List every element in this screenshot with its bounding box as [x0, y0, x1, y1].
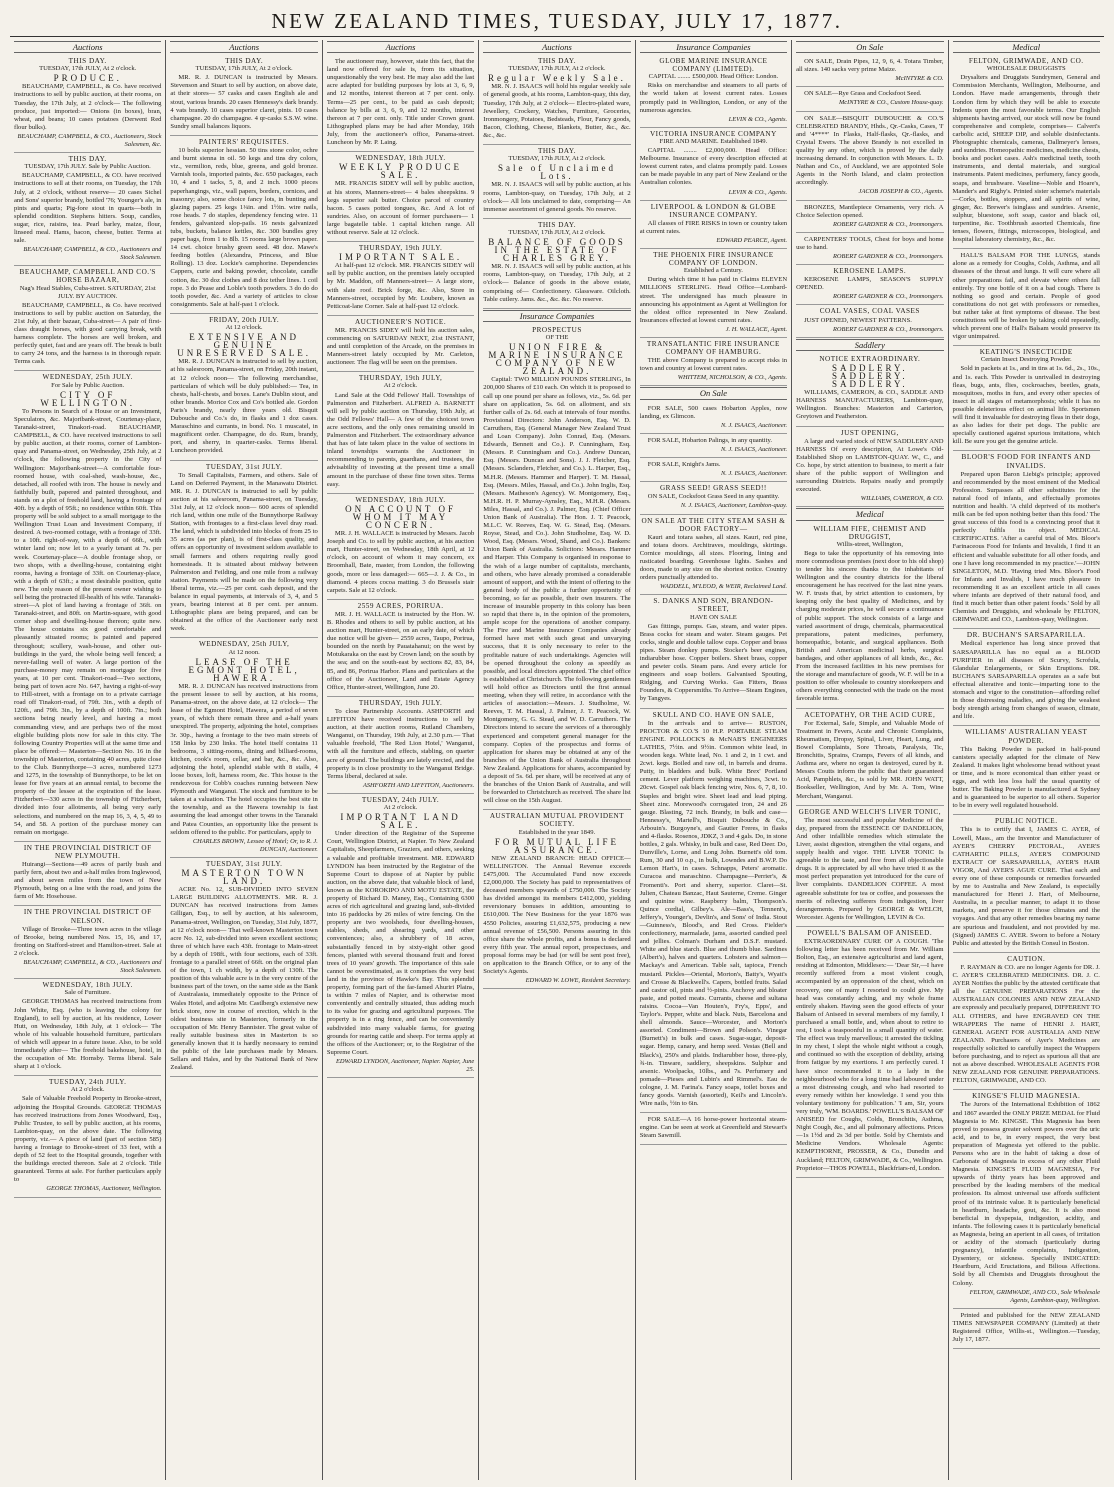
advertisement	[796, 265, 943, 305]
ad-title: SADDLERY. SADDLERY. SADDLERY.	[832, 362, 908, 390]
section-heading: Auctions	[327, 41, 474, 53]
ad-heading: GRASS SEED! GRASS SEED!!	[659, 484, 767, 493]
ad-title: LEASE OF THE EGMONT HOTEL, HAWERA.	[188, 656, 300, 683]
ad-subheading: At 2 o'clock.	[70, 1086, 105, 1094]
ad-subheading: TUESDAY, 17th JULY, At 2 o'clock.	[508, 65, 606, 73]
ad-body: THE above Company is prepared to accept risks in town and country at lowest current rates.	[639, 357, 788, 373]
ad-heading: PUBLIC NOTICE.	[994, 817, 1058, 826]
ad-signature: EDWARD W. LOWE, Resident Secretary.	[525, 977, 631, 985]
ad-body: FOR SALE, Hobarton Palings, in any quantity.	[647, 436, 772, 444]
ad-heading: ACETOPATHY, OR THE ACID CURE,	[804, 710, 936, 719]
ad-body: KEROSENE LAMPS, SEASON'S SUPPLY OPENED.	[796, 276, 944, 292]
ad-subheading: Nag's Head Stables, Cuba-street. SATURDAY, 21st JULY. BY AUCTION.	[19, 284, 156, 300]
ad-heading: VICTORIA INSURANCE COMPANY	[649, 129, 777, 138]
ad-heading: WEDNESDAY, 25th JULY.	[42, 373, 133, 382]
ad-heading: KEATING'S INSECTICIDE	[979, 348, 1073, 357]
column-1	[10, 40, 166, 1480]
advertisement	[640, 482, 787, 514]
ad-signature: LEVIN & CO., Agents.	[728, 115, 788, 123]
ad-signature: BEAUCHAMP, CAMPBELL, & CO., Auctioneers and Stock Salesmen.	[23, 246, 162, 262]
advertisement	[327, 494, 474, 600]
column-3	[323, 40, 479, 1480]
ad-body: FOR SALE—A 16 horse-power horizontal steam-engine. Can be seen at work at Greenfield and Stewart's Steam Sawmill.	[639, 1116, 788, 1140]
ad-heading: TUESDAY, 31st JULY.	[205, 859, 283, 868]
column-2	[166, 40, 322, 1480]
advertisement	[170, 638, 317, 857]
advertisement	[14, 842, 161, 907]
ad-heading: GEORGE AND WELCH'S LIVER TONIC,	[798, 807, 941, 816]
ad-heading: KEROSENE LAMPS.	[833, 267, 907, 276]
ad-body: EXTRAORDINARY CURE OF A COUGH. 'The following letter has been received from Mr. William Bolton, Esq., an extensive agriculturist and land agent, residing at Edmonton, Middlesex:— 'Dear Sir,—I have recently suffered from a most violent cough, accompanied by an oppression of the chest, which on recovery, one of many I resorted to could give. My head was constantly aching, and my whole frame entirely shaken. Having seen the good effects of your Balsam of Aniseed in several members of my family, I purchased a small bottle, and, when about to retire to rest, I took a teaspoonful in a small quantity of water. The effect was truly marvellous; it arrested the tickling in my chest, I slept the whole night without a cough, and continued so with the exception of debility, arising from fatigue by my exertions. I am perfectly cured. I have since recommended it to a lady in the neighbourhood who for a long time had laboured under a most distressing cough, and who had resorted to every remedy within her knowledge. I send you this voluntary testimony for publication.' 'I am, Sir, yours very truly, 'WM. BOARDS.' POWELL'S BALSAM OF ANISEED for Coughs, Colds, Bronchitis, Asthma, Night Cough, &c., and all pulmonary affections. Prices—1s 1½d and 2s 3d per bottle. Sold by Chemists and Medicine Vendors. Wholesale Agents: KEMPTHORNE, PROSSER, & Co., Dunedin and Auckland; FELTON, GRIMWADE, & Co., Wellington. Proprietor—THOS POWELL, Blackfriars-rd, London.	[796, 938, 944, 1172]
ad-body: This Baking Powder is packed in half-pound canisters specially adapted for the climate of New Zealand. It makes light wholesome bread without yeast or time, and is more economical than either yeast or eggs, and with less loss half the usual quantity of butter. The Baking Powder is manufactured at Sydney and is guaranteed to be superior to all others. Superior to be in every well regulated household.	[952, 745, 1100, 810]
advertisement	[640, 338, 787, 386]
advertisement	[796, 87, 943, 111]
ad-signature: ROBERT GARDNER & CO., Ironmongers.	[832, 252, 944, 260]
ad-body: FOR SALE, Knight's Jams.	[647, 461, 721, 469]
ad-body: A large and varied stock of NEW SADDLERY AND HARNESS Of every description, At Lowe's Old-Established Shop on LAMBTON-QUAY. W., C., and Co. hope, by strict attention to business, to merit a fair share of the public support of Wellington and surrounding Districts. Repairs neatly and promptly executed.	[796, 437, 944, 494]
ad-heading: BLOOR'S FOOD FOR INFANTS AND INVALIDS.	[961, 453, 1091, 470]
ad-body: Medical experience has long since proved that SARSAPARILLA has no equal as a BLOOD PURIFIER in all diseases of Scurvy, Scrofula, Glandular Enlargements, or Skin Eruptions. DR. BUCHAN'S SARSAPARILLA operates as a safe but effectual alterative and tonic—imparting tone to the stomach and vigor to the constitution—affording relief in those distressing maladies, and giving the weakest body strength arising from changes of season, climate, and life.	[952, 640, 1100, 721]
ad-body: Village of Brooke—Three town acres in the village of Brooke, being numbered Nos. 15, 16, and 17, fronting on Stafford-street and Hamilton-street. Sale at 2 o'clock.	[14, 925, 162, 957]
section-heading: Auctions	[170, 41, 317, 53]
advertisement	[170, 314, 317, 461]
advertisement	[953, 815, 1100, 953]
ad-body: All classes of FIRE RISKS in town or country taken at current rates.	[639, 219, 788, 235]
ad-body: MR. J. H. WALLACE is instructed by Messrs. Jacob Joseph and Co. to sell by public auction, at his auction mart, Hunter-street, on Wednesday, 18th April, at 12 o'clock, on account of whom it may concern, ex Broomhall, Bate, master, from London, the following goods, more or less damaged:— 665—J. J. & Co., in diamond. 4 pieces cocoa matting. 3 do Brussels stair carpets. Sale at 12 o'clock.	[326, 530, 475, 594]
ad-heading: ON SALE AT THE CITY STEAM SASH & DOOR FACTORY—	[641, 516, 786, 533]
ad-subheading: Established a Century.	[683, 267, 743, 275]
ad-subheading: TUESDAY, 17th JULY, At 2 o'clock.	[508, 228, 606, 236]
advertisement	[953, 55, 1100, 249]
column-6	[792, 40, 948, 1480]
ad-body: 10 bolts superior hessian. 50 tins stone color, ochre and burnt sienna in oil. 50 kegs and tins dry colors, viz., vermilion, reds, blue, greens, and gold bronze. Varnish tools, imported paints, &c. 650 packages, each 10, 4 and 1 tacks, 5, 8, and 2 inch. 1000 pieces paperhangings, viz., wall papers, borders, cornices, and masonry; also, some choice fancy lots, in bunting and glazing papers. 25 kegs 1¼in. and 1½in. wire nails, rose heads. 7 do staples, dependency fencing wire. 11 fenders, galvanized slop-pails. 16 nests galvanized tubs, buckets, balance kettles, &c. 300 bundles grey paper bags, from 1 to 8lb. 15 rooms large brown paper. 14 cwt. choice brushy green seed. 48 doz. Mawe's feeding bottles (Alexandra, Princess, and Blue Rolling). 13 doz. Lockie's camphorine. Dependencies Cappers, curie and baking powder, chocolate, candle cotton, &c. 30 doz clothes and 8 doz tether lines. 1 coil rope. 3 do Pease and Loble's tooth powders. 3 do do do tooth powder, &c. And a variety of articles to close consignments. Sale at half-past 1 o'clock.	[170, 147, 318, 308]
ad-body: Prepared upon Baron Liebig's principle; approved and recommended by the most eminent of the Medical Profession. Surpasses all other substitutes for the natural food of infants, and effectually promotes nutrition and health. 'A child deprived of its mother's milk can be fed upon nothing better than this food.' The great success of this food is a convincing proof that it perfectly fulfils its object. MEDICAL CERTIFICATES. 'After a careful trial of Mrs. Bloor's Farinaceous Food for Infants and Invalids, I find it an efficient and valuable substitute for all other foods, and one I have long recommended in my practice.'—JOHN SINGLETON, M.D. 'Having tried Mrs. Bloor's Food for Infants and Invalids, I have much pleasure in recommending it as an excellent article in all cases where infants are deprived of their natural food, and find it much better than other patent foods.' Sold by all Chemists and Druggists, and wholesale by FELTON, GRIMWADE and CO., Lambton-quay, Wellington.	[952, 470, 1100, 624]
advertisement	[327, 600, 474, 697]
section-heading: Medical	[796, 508, 943, 520]
ad-heading: THIS DAY.	[537, 147, 576, 156]
ad-heading: POWELL'S BALSAM OF ANISEED.	[807, 928, 933, 937]
ad-heading: THURSDAY, 19th JULY,	[358, 374, 443, 383]
advertisement	[953, 1090, 1100, 1308]
ad-title: Regular Weekly Sale.	[488, 73, 626, 84]
ad-signature: ROBERT GARDNER & CO., Ironmongers.	[832, 325, 944, 333]
ad-signature: JACOB JOSEPH & CO., Agents.	[858, 188, 944, 196]
ad-body: BRONZES, Mantlepiece Ornaments, very rich. A Choice Selection opened.	[796, 203, 944, 219]
ad-body: Capital: TWO MILLION POUNDS STERLING, In 200,000 Shares of £10 each. On which it is proposed to call up one pound per share as follows, viz., 5s. 6d. per share on application, 5s. 6d. on allotment, and six further calls of 2s. 6d. each at intervals of four months. Provisional Directors: John Anderson, Esq. W. D. Carruthers, Esq. (General Manager New Zealand Trust and Loan Company). John Conrad, Esq. (Messrs. Edwards, Bennett and Co.). P. Cunningham, Esq. (Messrs. P. Cunningham and Co.). Andrew Duncan, Esq. (Messrs. Duncan and Sons). J. J. Fletcher, Esq. (Messrs. Sclanders, Fletcher, and Co.). L. Harper, Esq., M.H.R. (Messrs. Hammer and Harper). T. M. Hassal, Esq. (Messrs. Miles, Hassal, and Co.). John Inglis, Esq. (Messrs. Matheson's Agency). W. Montgomery, Esq., M.H.R. H. P. Murray-Aynsley, Esq., M.H.R. (Messrs. Miles, Hassal, and Co.). J. Palmer, Esq. (Chief Officer Union Bank of Australia). The Hon. J. T. Peacock, M.L.C. W. Reeves, Esq. W. G. Stead, Esq. (Messrs. Royse, Stead, and Co.). John Studholme, Esq. W. D. Wood, Esq. (Messrs. Wood, Shand, and Co.). Bankers: Union Bank of Australia. Solicitors: Messrs. Hanmer and Harper. This Company is organised in response to the wish of a large number of capitalists, merchants, and others, who have already promised a considerable amount of support, and with the intent of offering to the general body of the public a further opportunity of becoming, so far as possible, their own insurers. The increase of insurable property in this colony has been so rapid that there is, in the opinion of the promoters, ample scope for the operations of another company. The Fire and Marine Insurance Companies already formed have met with such great and unvarying success, that it is only necessary to refer to the profitable nature of such undertakings. Agencies will be opened throughout the colony as speedily as possible, and local directors appointed. The chief office is established at Christchurch. The following gentlemen will hold office as Directors until the first annual meeting, when they will retire, in accordance with the articles of association:—Messrs. J. Studholme, W. Reeves, T. M. Hassal, J. Palmer, J. T. Peacock, W. Montgomery, G. G. Stead, and W. D. Carruthers. The Directors intend to secure the services of a thoroughly experienced and competent general manager for the company. Copies of the prospectus and forms of application for shares may be obtained at any of the branches of the Union Bank of Australia throughout New Zealand. Applications for shares, accompanied by a deposit of 5s. 6d. per share, will be received at any of the branches of the Union Bank of Australia, and will be forwarded to Christchurch as received. The share list will close on the 15th August.	[483, 376, 631, 805]
ad-heading: TRANSATLANTIC FIRE INSURANCE COMPANY OF HAMBURG.	[646, 340, 780, 357]
ad-subheading: OF THE	[545, 333, 569, 341]
advertisement	[170, 136, 317, 314]
ad-signature: EDWARD PEARCE, Agent.	[716, 236, 788, 244]
advertisement	[483, 219, 630, 309]
ad-heading: THIS DAY.	[225, 57, 264, 66]
ad-heading: THIS DAY.	[68, 155, 107, 164]
ad-subheading: At 2 o'clock.	[383, 382, 418, 390]
ad-heading: WILLIAMS' AUSTRALIAN YEAST POWDER.	[965, 728, 1088, 745]
advertisement	[640, 458, 787, 482]
ad-body: This is to certify that I, JAMES C. AYER, of Lowell, Mass., am the Inventor and Manufacturer of AYER'S CHERRY PECTORAL, AYER'S CATHARTIC PILLS, AYER'S COMPOUND EXTRACT OF SARSAPARILLA, AYER'S HAIR VIGOR, And AYER'S AGUE CURE. That each and every one of these compounds or remedies forwarded by me to Australia and New Zealand, is especially manufactured for Henri J. Hart, of Melbourne, Australia, in a peculiar manner, to adapt it to those markets, and preserve it for those climates and the voyages. And that any other remedies bearing my name are spurious and fraudulent, and not provided by me. (Signed) JAMES C. AYER. Sworn to before a Notary Public and attested by the British Consul in Boston.	[952, 826, 1100, 947]
advertisement	[640, 1113, 787, 1145]
ad-heading: THIS DAY.	[68, 57, 107, 66]
ad-body: MR. J. H. WALLACE is instructed by the Hon. W. B. Rhodes and others to sell by public auction, at his auction mart, Hunter-street, on an early date, of which due notice will be given— 2559 acres, Taupo, Porirua, bounded on the north by Pauatahanui; on the west by Motukaraka on the east by Crown land; on the south by the sea; and on the south-east by sections 82, 83, 84, 85, and 86, Porirua Harbor. Plans and particulars at the office of the Auctioneer, Land and Estate Agency Office, Hunter-street, Wellington, June 20.	[326, 610, 475, 691]
ad-heading: TUESDAY, 31st JULY.	[205, 462, 283, 471]
ad-heading: WEDNESDAY, 18th JULY.	[42, 981, 133, 990]
ad-heading: IN THE PROVINCIAL DISTRICT OF NELSON.	[23, 908, 152, 925]
section-heading: On Sale	[796, 41, 943, 53]
advertisement	[796, 305, 943, 337]
advertisement	[640, 55, 787, 128]
ad-body: MR. N. J. ISAACS will sell by public auction, at his rooms, Lambton-quay, on Tuesday, 17th July, at 2 o'clock— Balance of goods in the above estate, comprising of— Confectionery. Glassware. Oilcloth. Table cutlery. Jams. &c., &c. &c. No reserve.	[483, 263, 631, 303]
ad-heading: THURSDAY, 19th JULY.	[358, 244, 443, 253]
ad-heading: PAINTERS' REQUISITES.	[199, 137, 290, 146]
ad-title: FOR MUTUAL LIFE ASSURANCE.	[494, 836, 620, 855]
ad-signature: FELTON, GRIMWADE, AND CO., Sole Wholesale Agents, Lambton-quay, Wellington.	[969, 1288, 1100, 1304]
ad-body: Land Sale at the Odd Fellows' Hall. Townships of Palmerston and Fitzherbert. ALFRED A. BARNETT will sell by public auction on Thursday, 19th July, at the Odd Fellows' Hall— A few of the choicest town acre sections, and the only ones remaining unsold in Palmerston and Fitzherbert. The extraordinary advance that has of late taken place in the value of sections in inland townships warrants the Auctioneer in recommending to parents, guardians, and trustees, the advisability of investing at the present time a small amount in the purchase of these fine town sites. Terms easy.	[326, 391, 475, 488]
ad-subheading: HAVE ON SALE	[690, 613, 737, 621]
advertisement	[327, 794, 474, 1078]
ad-subheading: WHOLESALE DRUGGISTS	[986, 65, 1066, 73]
ad-signature: N. J. ISAACS, Auctioneer, Lambton-quay.	[680, 502, 788, 510]
ad-body: NEW ZEALAND BRANCH: HEAD OFFICE—WELLINGTON. The Annual Revenue exceeds £475,000. The Accumulated Fund now exceeds £2,000,000. The Society has paid to representatives of deceased members upwards of £750,000. The Society has divided amongst its members £412,000, yielding reversionary bonuses in addition, amounting to £610,000. The New Business for the year 1876 was 4550 Policies, assuring £1,632,575, producing a new annual revenue of £56,500. Persons assuring in this office share the whole profits, and a bonus is declared every fifth year. The annual report, prospectuses, and proposal forms may be had (or will be sent post free), on application to the Branch Office, or to any of the Society's Agents.	[483, 854, 631, 976]
ad-subheading: TUESDAY, 17th JULY, At 2 o'clock.	[39, 65, 137, 73]
ad-subheading: TUESDAY, 17th JULY. Sale by Public Auction.	[24, 163, 151, 171]
ad-body: Kauri and totara sashes, all sizes. Kauri, red pine, and totara doors. Architraves, mouldings, skirtings. Cornice mouldings, all sizes. Flooring, lining and rusticated boarding. Greenhouse lights. Sashes and doors, made to any size on the shortest notice. Country orders punctually attended to.	[639, 533, 788, 582]
advertisement	[640, 515, 787, 596]
ad-body: BEAUCHAMP, CAMPBELL, & CO. have received instructions to sell at their rooms, on Tuesday, the 17th July, at 2 o'clock, without reserve— 20 cases Sichel and Sons' superior brandy, bottled '76; Younger's ale, in pints and quarts; Pig-fore stout in quarts—both in splendid condition. Stephens hitters. Soup, candles, sugar, rice, raisins, tea. Pearl barley, maize, flour, linseed meal. Hams, bacon, cheese, butter. Terms at sale.	[14, 172, 162, 245]
ad-body: In the arrivals and to arrive— RUSTON, PROCTOR & CO.'S 10 H.P. PORTABLE STEAM ENGINE. POLLOCK'S & McNAB'S ENGINEERS LATHES, 7½in. and 9½in. Common white lead, in wooden kegs. White lead, No. 1 and 2, in 1 cwt. and 2cwt. kegs. Boiled and raw oil, in barrels and drums. Putty, in bladders and bulk. White Brex' Portland cement. Lever platform weighing machines, 3cwt. to 20cwt. Gospel oak black fencing wire, Nos. 6, 7, 8, 10. Staples and bright wire. Sheet lead and lead piping. Sheet zinc. Morewood's corrugated iron, 24 and 26 gauge. Blasting, 72 inch. Brandy, in bulk and case—Hennessy's, Martell's, Bisquit Dubouche & Co., Arbouin's. Burgoyne's, and Gautier Freres, in flasks and 4-flasks. Rosenos, JDKZ, 3 and 4 gals. Do, in stone bottles, 2 gals. Whisky, in bulk and case, Red Deer. Do, Dunville's, Lorne, and Long John. Burnett's old tom. Rum, 30 and 10 o.p., in bulk, Lowndes and B.W.P. Do Lemon Hart's, in cases. Schnapps, Peters' aromatic. Curacoa and maraschino. Champagne—Perrier's, & Fromenti's. Port and sherry, superior. Claret—St. Julien, Chateau Banzac, Haut Sauterne, Creme. Ginger and quinine wine. Raspberry balm, Thompson's. Quince cordial, Gilbey's. Ale—Bass's, Tennent's, Jeffery's, Younger's, Devlin's, and Sons' of India. Stout—Guinness's, Blood's, and Red Cross. Fielder's confectionery, marmalade, jams, assorted candied peel and jellies. Colman's Durham and D.S.F. mustard. White and blue starch. Blue and thumb blue. Sardines (Albert's), halves and quarters. Lobsters and salmon—Mackay's and American. Table salt, tapioca, French mustard. Pickles—Oriental, Morton's, Batty's, Wyatt's and Crosse & Blackwell's. Capers, bottled fruits. Salad and castor oil, pints and ½-pints. Anchovy and bloater paste, and potted meats. Currants, cheese and sultana raisins. Cocoa—Van Houten's, Fry's, Epps', and Taylor's. Pepper, white and black. Nuts, Barcelona and shell almonds. Sauce—Worcester, and Morton's assorted. Condiment—Brown and Polson's. Vinegar (Burnett's) in bulk and cases. Sugar-sugar, deposit-sugar. Hemp, canary, and hemp seed. Vestas (Bell and Black's), 250's and plaids. Indiarubber hose, three-ply, ¾-in. Tinware, saddlery, sheepskins. Sulphur and arsenic. Woolpacks, 10lbs., and 7s. Perfumery and pomade—Pieses and Lubin's and Rimmel's. Eau de cologne, J. M. Farina's. Fancy soaps, toilet boxes and fancy goods. Varnish (assorted), Keil's and Lincoln's. Wire nails, ½in to 6in.	[639, 719, 788, 1108]
ad-body: To close Partnership Accounts. ASHFORTH and LIFFITON have received instructions to sell by auction, at their auction rooms, Rutland Chambers, Wanganui, on Thursday, 19th July, at 2.30 p.m.— That valuable freehold, 'The Red Lion Hotel,' Wanganui, with all the furniture and effects, stabling, on quarter acre of ground. The buildings are lately erected, and the property is in close proximity to the Wanganui Bridge. Terms liberal, declared at sale.	[326, 707, 475, 780]
ad-heading: WILLIAM FIFE, CHEMIST AND DRUGGIST,	[813, 524, 927, 541]
ad-subheading: Certain Insect Destroying Powder.	[980, 356, 1072, 364]
ad-heading: KINGSE'S FLUID MAGNESIA.	[972, 1092, 1081, 1101]
ad-heading: THIS DAY.	[537, 57, 576, 66]
ad-signature: EDWARD LYNDON, Auctioneer, Napier. Napier, June 25.	[335, 1057, 475, 1073]
ad-signature: McINTYRE & CO., Custom House-quay.	[838, 99, 944, 107]
advertisement	[953, 1309, 1100, 1349]
ad-heading: FELTON, GRIMWADE, AND CO.	[968, 57, 1084, 66]
ad-subheading: At 2 o'clock.	[383, 803, 418, 811]
ad-subheading: TUESDAY, 17th JULY, At 2 o'clock.	[195, 65, 293, 73]
advertisement	[14, 55, 161, 153]
ad-heading: JUST OPENING,	[840, 428, 899, 437]
section-heading: Saddlery	[796, 339, 943, 351]
column-4	[479, 40, 635, 1480]
ad-body: FOR SALE, 500 cases Hobarton Apples, now landing, ex Glimcon.	[639, 404, 788, 420]
ad-heading: AUCTIONEER'S NOTICE.	[354, 317, 447, 326]
advertisement	[796, 201, 943, 233]
ad-heading: TUESDAY, 24th JULY.	[361, 795, 440, 804]
ad-title: PRODUCE.	[53, 73, 122, 84]
ad-subheading: For Sale by Public Auction.	[51, 381, 125, 389]
ad-signature: N. J. ISAACS, Auctioneer.	[721, 445, 788, 453]
ad-title: BALANCE OF GOODS IN THE ESTATE OF CHARLES GREY.	[488, 236, 626, 264]
ad-signature: WILLIAMS, CAMERON, & CO.	[860, 495, 944, 503]
ad-body: ON SALE—BISQUIT DUBOUCHE & CO.'S CELEBRATED BRANDY, Hhds., Qr.-Casks, Cases, 'I' and '4****' In Flasks, Half-flasks, Qr.-flasks, and Crystal Ewers. The above Brandy is not excelled in quality by any other, which is proved by the daily increasing demand. In conjunction with Messrs. L. D. Nathan and Co., of Auckland, we are appointed Sole Agents in the North Island, and claim protection accordingly.	[796, 114, 944, 187]
ad-body: JUST OPENED, NEWEST PATTERNS.	[804, 316, 912, 324]
advertisement	[14, 153, 161, 266]
ad-body: MR. R. J. DUNCAN is instructed by Messrs. Stevenson and Stuart to sell by auction, on above date, at their stores— 57 casks and cases English ale and stout, various brands. 20 cases Hennessy's dark brandy. 4 vats brandy. 10 cases superior claret, pints. 10 cases champagne. 20 do champagne. 4 qr-casks S.S.W. wine. Sundry small balances liquors.	[170, 74, 318, 130]
ad-signature: ASHFORTH AND LIFFITON, Auctioneers.	[362, 781, 475, 789]
ad-heading: AUSTRALIAN MUTUAL PROVIDENT SOCIETY.	[489, 812, 625, 829]
section-heading: Insurance Companies	[483, 310, 630, 322]
ad-signature: WHITTEM, NICHOLSON, & CO., Agents.	[677, 374, 788, 382]
advertisement	[640, 201, 787, 249]
ad-body: MR. FRANCIS SIDEY will hold his auction sales, commencing on SATURDAY NEXT, 21st INSTANT, and until completion of the Arcade, on the premises in Manners-street lately occupied by Mr. Carleton, auctioneer. The flag will be seen on the premises.	[326, 326, 475, 367]
advertisement	[170, 55, 317, 136]
ad-subheading: Sale of Furniture.	[64, 989, 111, 997]
ad-signature: ROBERT GARDNER & CO., Ironmongers.	[832, 293, 944, 301]
advertisement	[796, 112, 943, 201]
advertisement	[640, 709, 787, 1114]
advertisement	[796, 55, 943, 87]
ad-signature: BEAUCHAMP, CAMPBELL, & CO., Auctioneers and Stock Salesmen.	[23, 959, 162, 975]
advertisement	[327, 316, 474, 373]
advertisement	[640, 402, 787, 434]
ad-heading: LIVERPOOL & LONDON & GLOBE INSURANCE COMPANY.	[650, 202, 777, 219]
advertisement	[640, 595, 787, 708]
ad-body: F. RAYMAN & CO. are no longer Agents for DR. J. C. AYER'S CELEBRATED MEDICINES. DR. J. C. AYER Notifies the public by the attested certificate that all the GENUINE PREPARATIONS For the AUSTRALIAN COLONIES AND NEW ZEALAND are expressly and peculiarly prepared, DIFFERENT TO ALL OTHERS, and have ENGRAVED ON THE WRAPPERS The name of HENRI J. HART, GENERAL AGENT FOR AUSTRALIA AND NEW ZEALAND. Purchasers of Ayer's Medicines are respectfully solicited to carefully inspect the Wrappers before purchasing, and to reject as spurious all that are not as above described. WHOLESALE AGENTS FOR NEW ZEALAND FOR GENUINE PREPARATIONS. FELTON, GRIMWADE, AND CO.	[952, 963, 1100, 1085]
advertisement	[170, 858, 317, 1077]
ad-body: To Persons in Search of a House or an Investment, Speculators, &c. Majoribank-street, Courtenay-place, Taranaki-street, Tinakori-road. BEAUCHAMP, CAMPBELL, & CO. have received instructions to sell by public auction, at their rooms, corner of Lambton-quay and Panama-street, on Wednesday, 25th July, at 2 o'clock, the following property in the City of Wellington: Majoribank-street—A comfortable four-roomed house, with coal-shed, wash-house, &c., detached, all roofed with iron. The house is newly and faithfully built, papered and painted throughout, and stands on a plot of freehold land, having a frontage of 40ft. by a depth of 95ft.; no residence within 60ft. This property will be sold subject to a small mortgage to the Wellington Trust Loan and Investment Company, if desired. A two-roomed cottage, with a frontage of 33ft. to a 10ft. right-of-way, with a depth of 66ft., with winter land on; now let to a yearly tenant at 7s. per week. Courtenay-place—A double frontage shop, or two shops, with a dwelling-house, containing eight rooms, having a frontage of 33ft. on Courtenay-place, with a depth of 63ft.; a most desirable position, quite new. The only reason of the present owner wishing to sell being the protracted ill-health of his wife. Taranaki-street—A plot of land having a frontage of 36ft. on Taranaki-street, and 80ft. on Martin-square, with good corner shop and dwelling-house thereon; quite new. The house contains six good comfortable and pleasantly situated rooms; is painted and papered throughout; scullery, wash-house, and other out-buildings in the yard, the whole being well fenced; a never-failing well of water. A large portion of the purchase-money may remain on mortgage for five years, at 10 per cent. Tinakori-road—Two sections, being part of town acre No. 647, having a right-of-way to Hill-street, with a frontage on to a private carriage road off Tinakori-road, of 79ft. 3in., with a depth of 120ft., and 79ft. 3in., by a depth of 100ft. 7in.; both sections being nearly level, and having a most commanding view, and are perhaps two of the most eligible building plots now for sale in this city. The following Country Properties will at the same time and place be offered:— Masterton—Section No. 16 in the township of Masterton, containing 40 acres, quite close to the Club. Bunnythorpe—3 acres, numbered 1273 and 1275, in the township of Bunnythorpe, to be let on lease for five years at an annual rental, to become the property of the lessee at the expiration of the lease. Fitzherbert—330 acres in the township of Fitzherbert, divided into four allotments, all being very early selections, and numbered on the map 16, 3, 4, 5, 49 to 54, and 58. A portion of the purchase money can remain on mortgage.	[14, 407, 162, 836]
ad-body: MR. N. J. ISAACS will sell by public auction, at his rooms, Lambton-quay, on Tuesday, 17th July, at 2 o'clock— All lots unclaimed to date, comprising— An immense assortment of general goods. No reserve.	[483, 181, 631, 213]
ad-heading: THURSDAY, 19th JULY.	[358, 698, 443, 707]
ad-title: WEEKLY PRODUCE SALE.	[339, 162, 463, 181]
ad-heading: BEAUCHAMP, CAMPBELL AND CO.'S HORSE BAZAAR,	[19, 268, 156, 285]
advertisement	[483, 324, 630, 811]
ad-heading: THIS DAY.	[537, 220, 576, 229]
ad-heading: FRIDAY, 20th JULY.	[209, 315, 280, 324]
column-7	[949, 40, 1104, 1480]
ad-body: At half-past 12 o'clock. MR. FRANCIS SIDEY will sell by public auction, on the premises lately occupied by Mr. Maddon, off Manners-street— A large store, with slate roof. Brick forge, &c. Also, Store in Manners-street, occupied by Mr. Loubere, known as Petticoat-lane Corner. Sale at half-past 12 o'clock.	[326, 262, 475, 310]
ad-subheading: TUESDAY, 17th JULY, At 2 o'clock.	[508, 155, 606, 163]
ad-body: Printed and published for the NEW ZEALAND TIMES NEWSPAPER COMPANY (Limited) at their Registered Office, Willis-st., Wellington.—Tuesday, July 17, 1877.	[952, 1311, 1100, 1344]
ad-signature: ROBERT GARDNER & CO., Ironmongers.	[832, 220, 944, 228]
ad-signature: J. H. WALLACE, Agent.	[725, 325, 788, 333]
advertisement	[14, 371, 161, 841]
ad-body: BEAUCHAMP, CAMPBELL, & Co. have received instructions to sell by public auction, at their rooms, on Tuesday, the 17th July, at 2 o'clock— The following produce, just imported:— Onions (in boxes), bran, wheat, and beans; 10 cases potatoes (Derwent Red flour bulks).	[14, 83, 162, 131]
ad-body: The auctioneer may, however, state this fact, that the land now offered for sale is, from its situation, unquestionably the very best. He may also add the last acre adapted for building purposes by lots at 3, 6, 9, and 12 months, interest thereon at 7 per cent. only. Terms—25 per cent., to be paid as cash deposit; balance by bills at 3, 6, 9, and 12 months, interest thereon at 7 per cent. only. Title under Crown grant. Lithographed plans may be had after Monday, 16th July, from the auctioneer's office, Panama-street. Luncheon by Mr. P. Laing.	[326, 58, 475, 147]
ad-subheading: CAPITAL ........ £500,000. Head Office: London.	[648, 73, 779, 81]
advertisement	[796, 709, 943, 806]
section-heading: Insurance Companies	[640, 41, 787, 53]
advertisement	[796, 523, 943, 709]
ad-title: IMPORTANT LAND SALE.	[340, 812, 461, 831]
advertisement	[327, 55, 474, 152]
advertisement	[953, 953, 1100, 1091]
masthead: NEW ZEALAND TIMES, TUESDAY, JULY 17, 1877.	[10, 6, 1104, 37]
ad-heading: DR. BUCHAN'S SARSAPARILLA.	[966, 631, 1086, 640]
ad-subheading: At 12 noon.	[228, 648, 260, 656]
ad-heading: S. DANKS AND SON, BRANDON-STREET,	[653, 597, 774, 614]
ad-body: CAPITAL ........ £2,000,000. Head Office: Melbourne. Insurance of every description effected at lowest current rates, and claims promptly paid. Losses can be made payable in any part of New Zealand or the Australian colonies.	[639, 147, 788, 187]
ad-body: MR. N. J. ISAACS will hold his regular weekly sale of general goods, at his rooms, Lambton-quay, this day, Tuesday, 17th July, at 2 o'clock— Electro-plated ware, Jewellery, Crockery, Watches, Furniture, Groceries, Ironmongery, Potatoes, Bedsteads, Flour, Fancy goods, Bacon, Clothing, Cheese, Blankets, Butter, &c., &c. &c., &c.	[483, 83, 631, 139]
advertisement	[953, 726, 1100, 815]
ad-body: MR. R. J. DUNCAN has received instructions from the present lessee to sell by auction, at his rooms, Panama-street, on the above date, at 12 o'clock— The lease of the Egmont Hotel, Hawera, a period of seven years, of which there remain three and a-half years unexpired. The property, adjoining the hotel, comprises 3r. 30p., having a frontage to the two main streets of 158 links by 230 links. The hotel itself contains 11 bedrooms, 3 sitting-rooms, dining and billiard-rooms, kitchen, cook's room, cellar, and bar, &c., &c. Also, adjoining the hotel, splendid stable with 8 stalls, 4 loose boxes, loft, harness room, &c. This house is the rendezvous for Cobb's coaches running between New Plymouth and Wanganui. The stock and furniture to be taken at a valuation. The hotel occupies the best site in the township, and as the Hawera township is fast assuming the lead amongst other towns in the Taranaki and Patea Counties, an opportunity like the present is seldom offered to the public. For particulars, apply to	[170, 682, 318, 836]
advertisement	[483, 145, 630, 219]
advertisement	[953, 451, 1100, 629]
advertisement	[483, 55, 630, 145]
ad-signature: N. J. ISAACS, Auctioneer.	[721, 470, 788, 478]
advertisement	[796, 233, 943, 265]
ad-body: ON SALE—Rye Grass and Cocksfoot Seed.	[804, 90, 922, 98]
advertisement	[796, 427, 943, 508]
ad-body: MR. R. J. DUNCAN is instructed to sell by auction, at his salesroom, Panama-street, on Friday, 20th instant, at 12 o'clock noon— The following merchandise, particulars of which will be duly published:— Tea, in chests, half-chests, and boxes. Lane's Dublin stout, and other brands. Morice Cox and Co's bottled ale. Gordon Paris's brandy, nearly three years old. Bisquit Dubouche and Co.'s do, in flasks and 1 doz cases. Maraschino and currants, in bond. No. 1 muscatel, in magnificent order. Champagne, do do. Rum, brandy, port, and sherry, in quarter-casks. Terms liberal. Luncheon provided.	[170, 358, 318, 455]
ad-subheading: FIRE AND MARINE. Established 1849.	[659, 137, 768, 145]
advertisement	[14, 266, 161, 371]
ad-signature: LEVIN & CO., Agents.	[728, 188, 788, 196]
advertisement	[796, 927, 943, 1178]
advertisement	[14, 979, 161, 1076]
ad-body: Risks on merchandise and steamers to all parts of the world taken at lowest current rates. Losses promptly paid in Wellington, London, or any of the numerous agencies.	[639, 82, 788, 114]
ad-title: CITY OF WELLINGTON.	[40, 389, 135, 408]
ad-body: HALL'S BALSAM FOR THE LUNGS, stands alone as a remedy for Coughs, Colds, Asthma, and all diseases of the throat and lungs. It will cure where all other preparations fail, and elevate where others fall entirely. Try one bottle of it on a bad cough. There is nothing so good and certain. People of good constitutions do not get with professors or remedies, but rather take at first symptoms of disease. The best constitutions will be broken by taking cold repeatedly, which prevent one of Hall's Balsam would preserve its vigor unimpaired.	[952, 252, 1100, 341]
ad-body: During which time it has paid in Claims ELEVEN MILLIONS STERLING. Head Office—Lombard-street. The undersigned has much pleasure in announcing his appointment as Agent at Wellington for the oldest office represented in New Zealand. Insurances effected at lowest current rates.	[639, 276, 788, 324]
ad-body: MR. FRANCIS SIDEY will sell by public auction, at his stores, Manners-street— 4 bales sheepskins. 9 kegs superior salt butter. Choice parcel of country bacon. 5 cases potted tongues, &c. And A lot of sundries. Also, on account of former purchasers— 1 large bagatelle table. 1 capital kitchen range. All without reserve. Sale at 12 o'clock.	[326, 180, 475, 236]
ad-title: IMPORTANT SALE.	[339, 252, 463, 263]
ad-title: MASTERTON TOWN LAND.	[181, 868, 307, 887]
ad-subheading: Willis-street, Wellington,	[836, 540, 903, 548]
ad-subheading: At 12 o'clock.	[225, 324, 263, 331]
ad-body: CARPENTERS' TOOLS, Chest for boys and home use to hand.	[796, 235, 944, 251]
ad-heading: THE PHOENIX FIRE INSURANCE COMPANY OF LONDON.	[653, 251, 774, 268]
ad-heading: WEDNESDAY, 18th JULY.	[355, 154, 446, 163]
ad-heading: PROSPECTUS	[532, 325, 582, 334]
advertisement	[953, 249, 1100, 346]
ad-body: BEAUCHAMP, CAMPBELL, & Co. have received instructions to sell by public auction on Saturday, the 21st July, at their bazaar, Cuba-street— A pair of first-class draught horses, with good carrying break, with harness complete. The horses are well broken, and perfectly quiet, fast and are years off. The break is built to carry 24 tons, and the harness is in thorough repair. Terms cash.	[14, 301, 162, 366]
ad-body: Sale of Valuable Freehold Property in Brooke-street, adjoining the Hospital Grounds. GEORGE THOMAS has received instructions from Jones Woodward, Esq., Public Trustee, to sell by public auction, at his rooms, Lambton-quay, on the above date. The following property, viz.— A piece of land (part of section 585) having a frontage to Brooke-street of 33 feet, with a depth of 52 feet to the Hospital grounds, together with the buildings erected thereon. Sale at 2 o'clock. Title guaranteed. Terms at sale. For further particulars apply to	[14, 1095, 162, 1184]
section-heading: Auctions	[14, 41, 161, 53]
ad-signature: CHARLES BROWN, Lessee of Hotel; Or, to R. J. DUNCAN, Auctioneer.	[192, 837, 318, 853]
ad-signature: N. J. ISAACS, Auctioneer.	[721, 421, 788, 429]
advertisement	[953, 629, 1100, 726]
ad-body: Drysalters and Druggists Sundrymen, General and Commission Merchants, Wellington, Melbourne, and London. Have made arrangements, through their London firm by which they will be able to execute Indents upon the most favorable terms. Our English shipments having arrived, our stock will now be found comprehensive and complete, comprises— Calvert's carbolic acid, SHEEP DIP, and soluble disinfectants. Photographic chemicals, cameras, Dallmeyer's lenses, and sundries. Homeopathic medicines, medicine chests, books and pocket cases. Ash's medicinal teeth, tooth instruments, and dental materials, and surgical instruments. Patent medicines, perfumery, fancy goods, soaps, and brushware. Vaseline—Noble and Hoare's, Mander's and Righy's. Printed sister scheme's materials—Corks, bottles, stoppers, and all spirits of wine, ginger, &c. Brewer's isinglass and sundries. Arsenic, sulphur, bluestone, soft soap, castor and black oil, turpentine, &c. Toothbrush assorted Chemicals, fine tenses, flowers, fittings, microscopes, biological, and hospital laboratory chemistry, &c., &c.	[952, 74, 1100, 244]
advertisement	[796, 353, 943, 427]
ad-heading: WEDNESDAY, 25th JULY,	[198, 640, 290, 649]
advertisement	[14, 1076, 161, 1197]
ad-body: Huirangi—Sections—49 acres of partly bush and partly fern, about two and a-half miles from Inglewood, and about seven miles from the town of New Plymouth, being on a line with the road, and joins the farm of Mr. Hosehouse.	[14, 861, 162, 901]
ad-body: To Small Capitalists, Farmers, and others. Sale of Land on Deferred Payment, in the Manawatu District. MR. R. J. DUNCAN is instructed to sell by public auction at his salesroom, Panama-street, on Tuesday, 31st July, at 12 o'clock noon— 600 acres of splendid rich land, within one mile of the Bunnythorpe Railway Station, with frontages to a first-class level dray road. The land, which is subdivided into blocks of from 25 to 35 acres (as per plan), is of first-class quality, and offers an opportunity of investment seldom available to small farmers and others requiring really good homesteads. It is situated about midway between Palmerston and Feilding, and one mile from a railway station. Payments will be made on the following very liberal terms, viz.—25 per cent. cash deposit, and the balance in equal payments, at intervals of 3, 4, and 5 years, bearing interest at 8 per cent. per annum. Lithographic plans are being prepared, and can be obtained at the office of the Auctioneer early next week.	[170, 471, 318, 633]
ad-subheading: Established in the year 1849.	[518, 828, 596, 836]
ad-heading: IN THE PROVINCIAL DISTRICT OF NEW PLYMOUTH.	[23, 843, 152, 860]
ad-heading: TUESDAY, 24th JULY.	[49, 1078, 127, 1087]
advertisement	[327, 152, 474, 242]
ad-body: Gas fittings, pumps. Gas, steam, and water pipes. Brass cocks for steam and water. Steam gauges. Pet cocks, single and double tallow cups. Copper and brass pipes. Steam donkey pumps. Stocker's beer engines, indiarubber hose. Copper boilers. Sheet brass, copper and pewter coils. Steam pans. And every article for engineers and soap boilers. Galvanised Spouting, Ridging, and Curving Works. Gas Fitters, Brass Founders, & Coppersmiths. To Arrive—Steam Engines, by Tangyes.	[639, 622, 788, 703]
ad-title: ON ACCOUNT OF WHOM IT MAY CONCERN.	[345, 503, 456, 530]
ad-body: GEORGE THOMAS has received instructions from John White, Esq. (who is leaving the colony for England), to sell by auction, at his residence, Lower Hutt, on Wednesday, 18th July, at 1 o'clock— The whole of his valuable household furniture, particulars of which will appear in a future issue. Also, to be sold immediately after— The freehold bakehouse, hotel, in the occupation of Mr. Hornsby. Terms liberal. Sale sharp at 1 o'clock.	[14, 998, 162, 1071]
section-heading: Auctions	[483, 41, 630, 53]
advertisement	[327, 242, 474, 316]
column-5	[636, 40, 792, 1480]
ad-signature: WADDELL, M'LEOD, & WEIR, Reclaimed Land.	[659, 583, 788, 591]
ad-body: Begs to take the opportunity of his removing into more commodious premises (next door to his old shop) to tender his sincere thanks to the inhabitants of Wellington and the country districts for the liberal encouragement he has received for the last nine years. W. F. trusts that, by strict attention to customers, by keeping only the best quality of Medicines, and by charging moderate prices, he will secure a continuance of public support. The stock consists of a large and varied assortment of drugs, chemicals, pharmaceutical preparations, patent medicines, perfumery, homeopathic, botanic, and surgical appliances. Both British and American medicinal herbs, surgical bandages, and other appliances of all kinds, &c., &c. From the increased facilities in his new premises for the storage and manufacture of goods, W. F. will be in a position to offer wholesale to country storekeepers and others everything connected with the trade on the most favorable terms.	[796, 549, 944, 703]
advertisement	[640, 128, 787, 201]
ad-body: The Jurors of the International Exhibition of 1862 and 1867 awarded the ONLY PRIZE MEDAL for Fluid Magnesia to Mr. KINGSE. This Magnesia has been proved to possess greater solvent powers over the uric acid, and to be, in every respect, the very best preparation of Magnesia yet offered to the public. Persons who are in the habit of taking a dose of Carbonate of Magnesia in excess of any other Fluid Magnesia. KINGSE'S FLUID MAGNESIA, For upwards of thirty years has been approved and prescribed by the leading members of the medical profession. Its almost universal use affords sufficient proof of its intrinsic value. It is particularly beneficial in heartburn, headache, gout, &c. It is also most beneficial in dyspepsia, indigestion, acidity, and infants. The following cases it is particularly beneficial as Magnesia, being an aperient in all cases, of irritation or acidity of the stomach (particularly during pregnancy), infantile complaints, Indigestion, Dysentery, or sickness. Specially INDICATED: Heartburn, Acid Eructations, and Bilious Affections. Sold by all Chemists and Druggists throughout the Colony.	[952, 1101, 1100, 1287]
ad-heading: CAUTION.	[1007, 954, 1046, 963]
ad-heading: WEDNESDAY, 18th JULY.	[355, 495, 446, 504]
ad-heading: NOTICE EXTRAORDINARY.	[819, 354, 921, 363]
ad-body: For External, Safe, Simple, and Valuable Mode of Treatment in Fevers, Acute and Chronic Complaints, Rheumatism, Dropsy, Spinal, Liver, Heart, Lung, and Bowel Complaints, Sore Throats, Paralysis, Tic, Bronchitis, Sprains, Cramps, Fevers of all kinds, and Asthma are, where no organ is destroyed, cured by it. Messrs Coutts inform the public that their guaranteed Acid, Pamphlets, &c., is sold by MR. JOHN WATT, Bookseller, Wellington, And by Mr. A. Tom, Wine Merchant, Wanganui.	[796, 719, 944, 800]
advertisement	[640, 434, 787, 458]
advertisement	[327, 372, 474, 493]
section-heading: On Sale	[640, 387, 787, 399]
ad-body: ACRE No. 12, SUB-DIVIDED INTO SEVEN LARGE BUILDING ALLOTMENTS. MR. R. J. DUNCAN has received instructions from James Gilligan, Esq., to sell by auction, at his salesroom, Panama-street, Wellington, on Tuesday, 31st July, 1877, at 12 o'clock noon— That well-known Masterton town acre No. 12, sub-divided into seven excellent sections; three of which have each 43ft. frontage to Main-street by a depth of 198ft., with four sections, each of 33ft. frontage to a parallel street of 66ft. on the original plan of the town, 1 ch width, by a depth of 130ft. The position of this valuable acre is in the very centre of the business part of the town, on the same side as the Bank of Australasia, immediately opposite to the Prince of Wales Hotel, and adjoins Mr. Castlberg's extensive new brick store, now in course of erection, which is the oldest business site in Masterton, formerly in the occupation of Mr. Henry Bannister. The great value of really suitable business sites in Masterton is so generally known that it is hardly necessary to remind the public of the late purchases made by Messrs. Sellars and Hales, and by the National Bank of New Zealand.	[170, 886, 318, 1072]
ad-signature: GEORGE THOMAS, Auctioneer, Wellington.	[46, 1185, 162, 1193]
ad-body: The most successful and popular Medicine of the day, prepared from the ESSENCE OF DANDELION, And other infallible remedies which stimulate the Liver, assist digestion, strengthen the vital organs, and supply health and vigor. THE LIVER TONIC Is agreeable to the taste, and free from all objectionable drugs. It is appreciated by all who have tried it as the most perfect preparation yet introduced for the cure of liver complaints. DANDELION COFFEE. A most agreeable substitute for tea or coffee, and possesses the merits of relieving sufferers from indigestion, liver derangements. Prepared by GEORGE & WELCH, Worcester. Agents for Wellington, LEVIN & Co.	[796, 816, 944, 921]
ad-body: ON SALE, Cocksfoot Grass Seed in any quantity.	[647, 493, 780, 501]
ad-body: Under direction of the Registrar of the Supreme Court, Wellington District, at Napier. To New Zealand Capitalists, Sheepfarmers, Graziers, and others, seeking a valuable and profitable investment. MR. EDWARD LYNDON has been instructed by the Registrar of the Supreme Court to dispose of at Napier by public auction, on the above date, that valuable block of land, known as the KOROKIPO AND MOTU ESTATE, the property of Richard D. Maney, Esq., Containing 6300 acres of rich agricultural and grazing land, sub-divided into 16 paddocks by 26 miles of wire fencing. On the property are two woolsheds, four dwelling-houses, stables, sheds, and shearing yards, and other conveniences; also, a shrubbery of 18 acres, substantially fenced in by sixty-eight other good fences, planted with several thousand fruit and forest trees of 10 years' growth. The importance of this sale cannot be overestimated, as it comprises the very best land in the province of Hawke's Bay. This splendid property, forming part of the far-famed Ahuriri Plains, is within 7 miles of Napier, and is otherwise most conveniently and centrally situated, thus adding much to its value for grazing and agricultural purposes. The property is in a ring fence, and can be conveniently subdivided into many valuable farms, for grazing grounds for rearing cattle and sheep. For terms apply at the offices of the Auctioneer; or, to the Registrar of the Supreme Court.	[326, 830, 475, 1056]
ad-heading: 2559 ACRES, PORIRUA.	[357, 601, 444, 610]
ad-title: Sale of Unclaimed Lots.	[497, 163, 616, 182]
advertisement	[483, 810, 630, 989]
advertisement	[640, 249, 787, 338]
ad-heading: GLOBE MARINE INSURANCE COMPANY (LIMITED).	[659, 57, 768, 74]
advertisement	[170, 461, 317, 639]
ad-signature: McINTYRE & CO.	[895, 75, 944, 83]
advertisement	[14, 906, 161, 979]
columns-container	[10, 40, 1104, 1480]
ad-heading: SKULL AND CO. HAVE ON SALE,	[652, 710, 775, 719]
ad-body: WILLIAMS, CAMERON, & CO., SADDLE AND HARNESS MANUFACTURERS, Lambton-quay, Wellington. Branches: Masterton and Carterton, Greytown and Featherston.	[796, 389, 944, 421]
advertisement	[953, 346, 1100, 451]
ad-body: Sold in packets at 1s., and in tins at 1s. 6d., 2s., 10s., and 1s. each. This Powder is unrivalled in destroying fleas, bugs, ants, flies, cockroaches, beetles, gnats, mosquitoes, moths in furs, and every other species of insect in all stages of metamorphosis; while it has no possible deleterious effect on animal life. Sportsmen will find it invaluable for destroying fleas in their dogs, as also ladies for their pet dogs. The public are specially cautioned against spurious imitations, which kill. Be sure you get the genuine article.	[952, 365, 1100, 446]
ad-heading: COAL VASES, COAL VASES	[819, 307, 920, 316]
section-heading: Medical	[953, 41, 1100, 53]
ad-title: EXTENSIVE AND GENUINE UNRESERVED SALE.	[177, 332, 312, 359]
advertisement	[327, 697, 474, 794]
ad-body: ON SALE, Drain Pipes, 12, 9, 6, 4. Totara Timber, all sizes. 140 sacks very prime Maize.	[796, 58, 944, 74]
ad-title: UNION FIRE & MARINE INSURANCE COMPANY OF NEW ZEALAND.	[488, 342, 626, 377]
ad-signature: BEAUCHAMP, CAMPBELL, & CO., Auctioneers, Stock Salesmen, &c.	[17, 132, 162, 149]
advertisement	[796, 806, 943, 927]
